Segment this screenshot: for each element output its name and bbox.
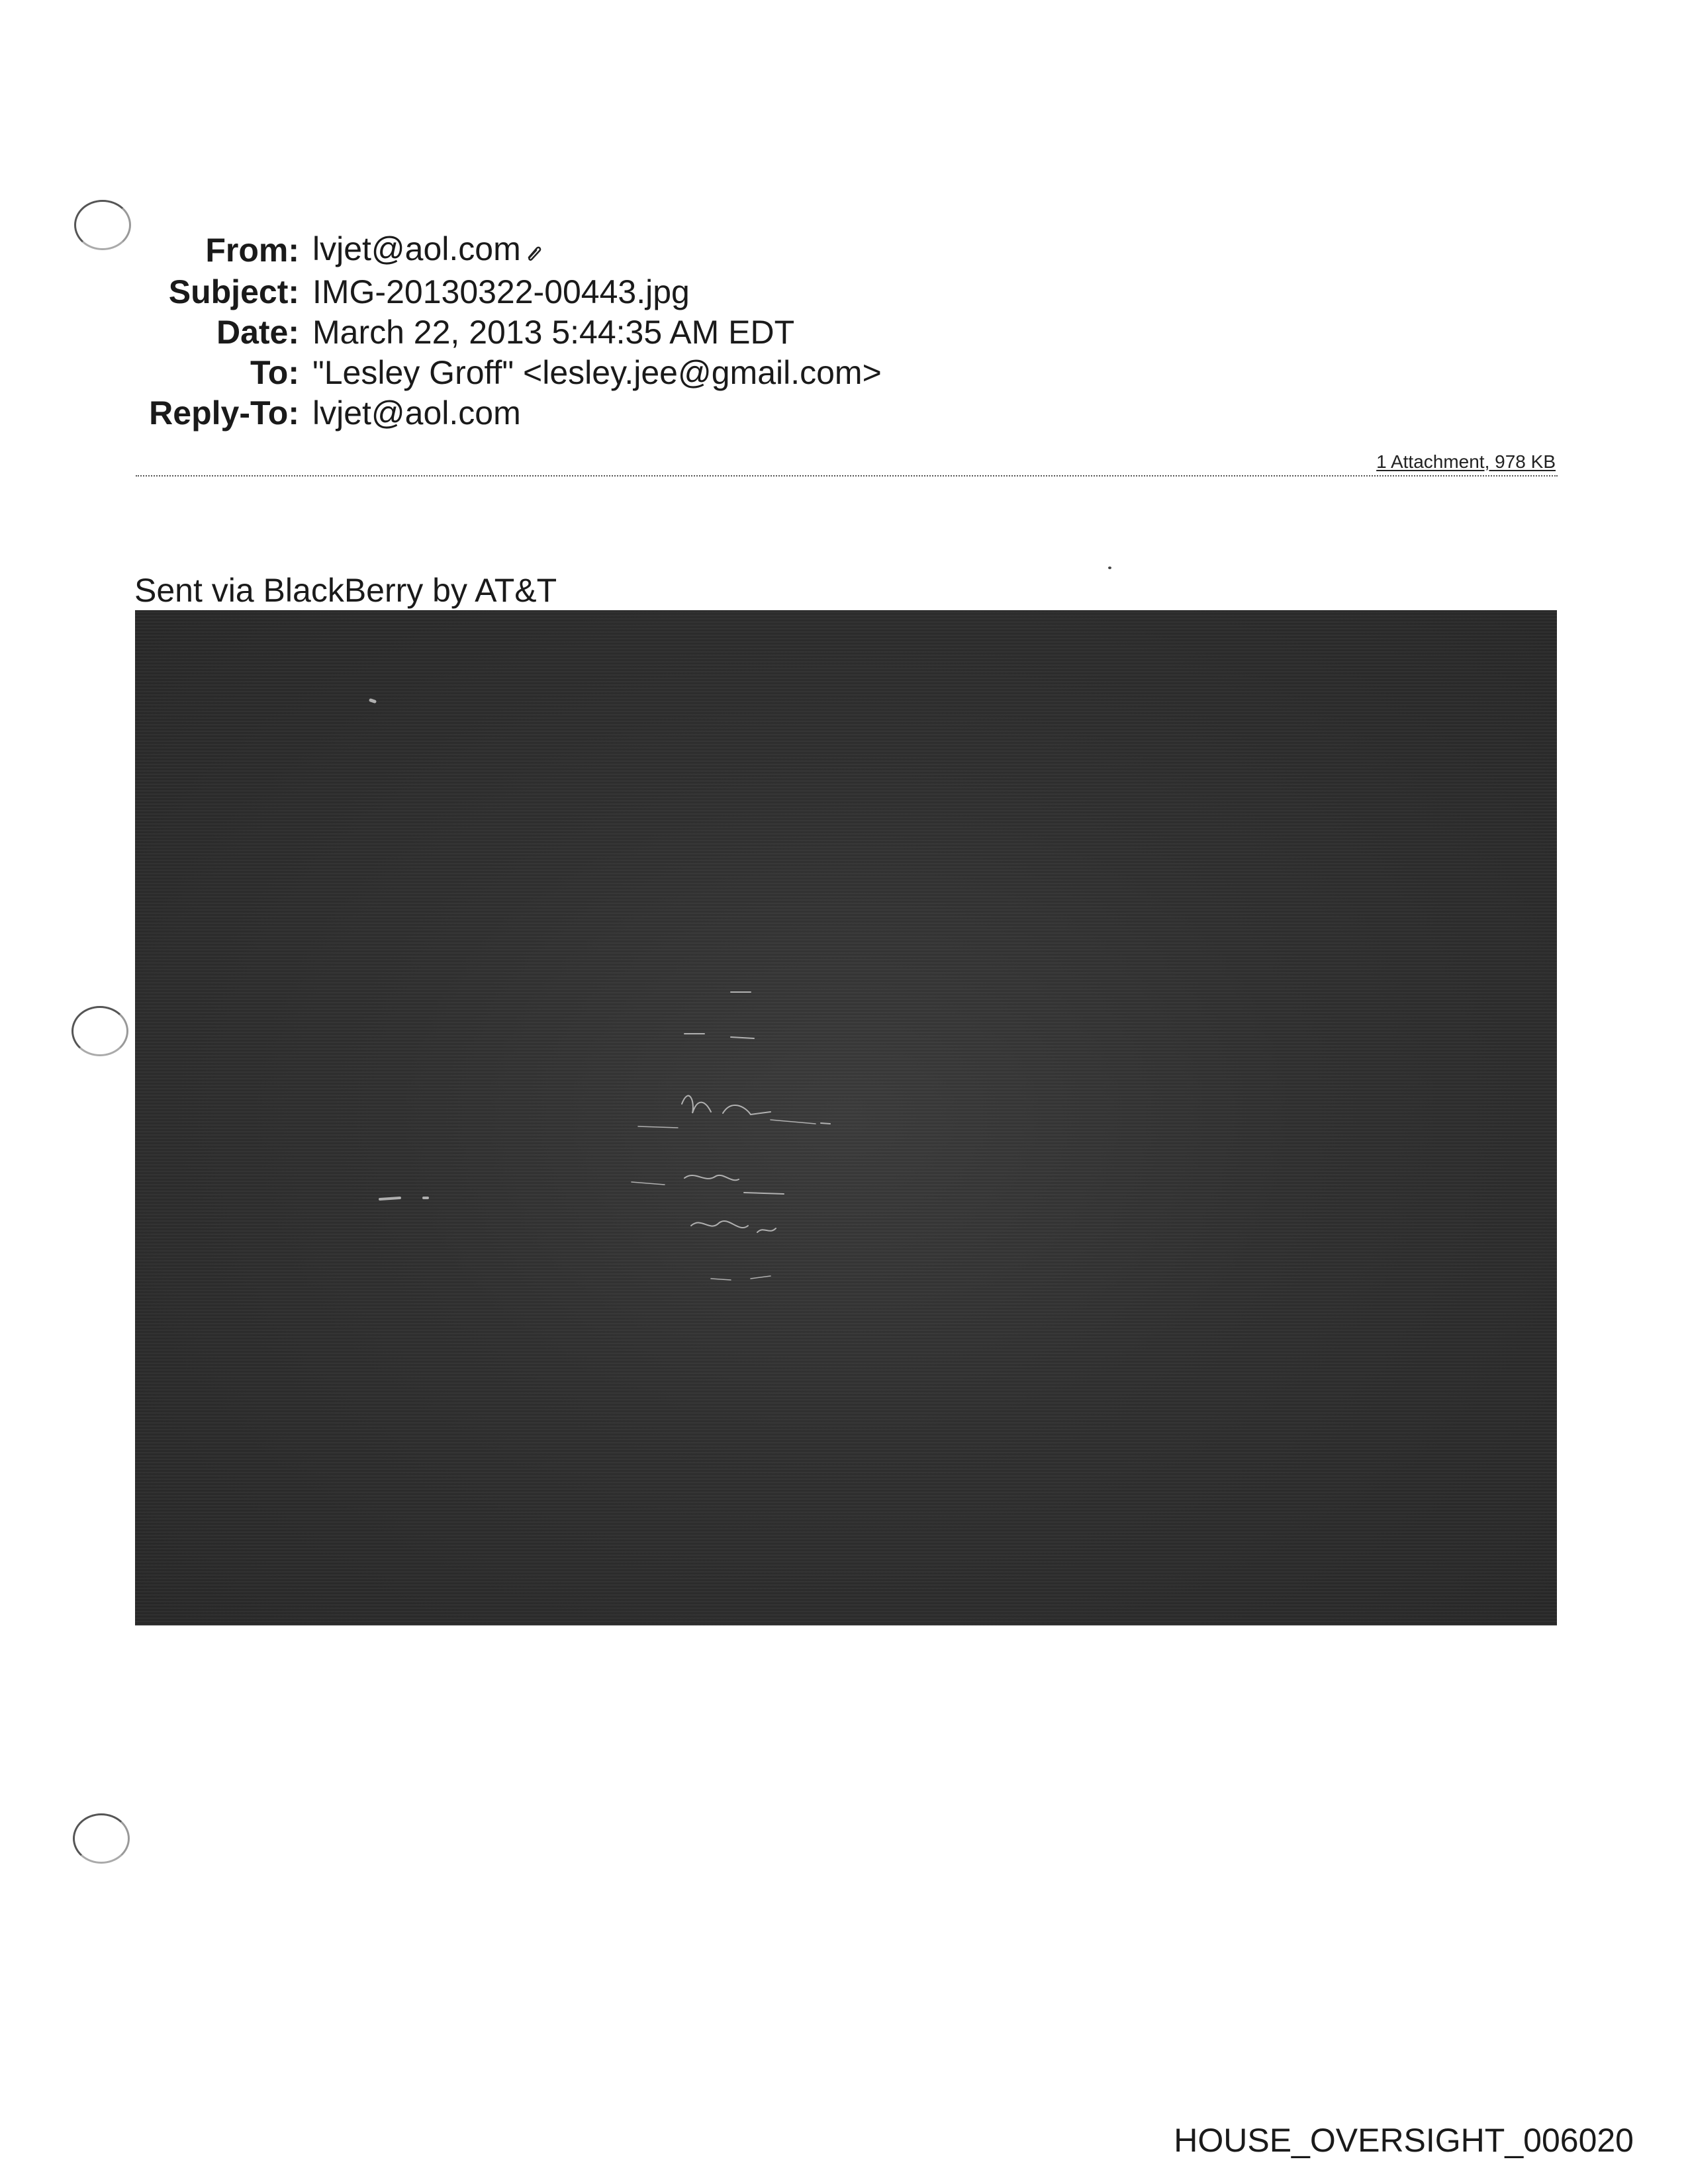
attachment-summary[interactable]: 1 Attachment, 978 KB (1376, 451, 1556, 472)
to-label: To: (250, 354, 299, 391)
punch-hole-bottom (73, 1813, 130, 1864)
header-row-reply-to (126, 393, 882, 433)
subject-label: Subject: (168, 273, 299, 310)
scan-speck (1108, 567, 1111, 569)
header-row-to (126, 353, 882, 393)
punch-hole-top (74, 200, 131, 250)
email-header-block (126, 229, 882, 433)
email-body-text: Sent via BlackBerry by AT&T (134, 572, 557, 609)
from-address[interactable]: lvjet@aol.com (312, 230, 521, 267)
punch-hole-middle (71, 1006, 128, 1056)
date-value: March 22, 2013 5:44:35 AM EDT (312, 314, 795, 351)
header-row-subject (126, 272, 882, 312)
attached-photo[interactable] (135, 610, 1557, 1625)
photo-faint-marks (135, 610, 1557, 1625)
paperclip-icon (524, 232, 543, 272)
header-divider (136, 475, 1558, 477)
header-row-date (126, 312, 882, 353)
date-label: Date: (216, 314, 299, 351)
subject-value: IMG-20130322-00443.jpg (312, 273, 690, 310)
header-row-from (126, 229, 882, 272)
reply-to-label: Reply-To: (149, 394, 299, 432)
reply-to-value[interactable]: lvjet@aol.com (312, 394, 521, 432)
bates-number: HOUSE_OVERSIGHT_006020 (1174, 2122, 1634, 2159)
from-value[interactable] (312, 229, 882, 272)
from-label: From: (205, 232, 299, 269)
to-value[interactable]: "Lesley Groff" <lesley.jee@gmail.com> (312, 354, 882, 391)
